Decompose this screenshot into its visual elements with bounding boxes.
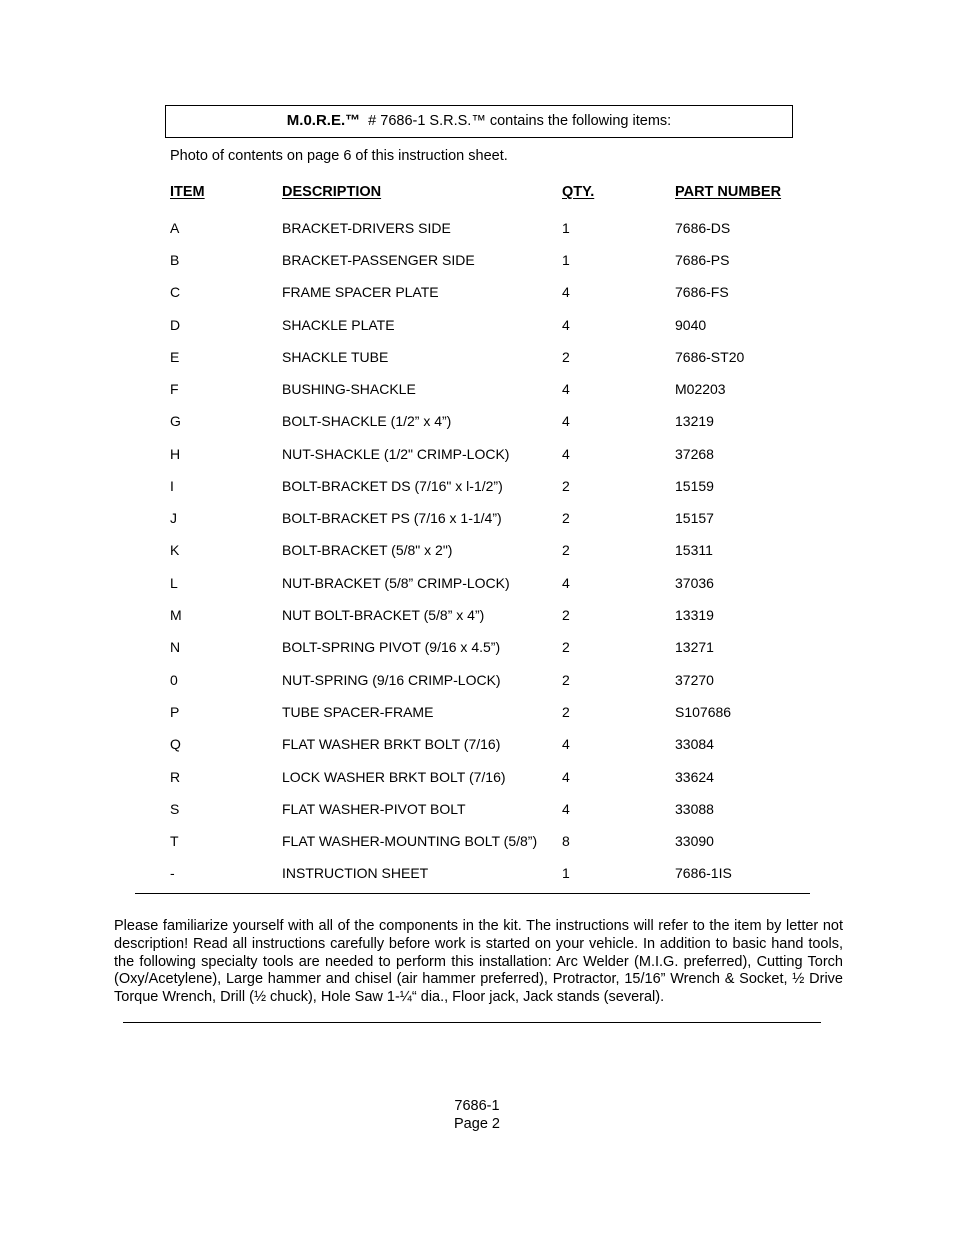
item-qty: 4 — [562, 736, 570, 752]
table-row — [0, 381, 954, 401]
item-qty: 4 — [562, 413, 570, 429]
item-part-number: 15157 — [675, 510, 714, 526]
table-row — [0, 833, 954, 853]
table-row — [0, 769, 954, 789]
item-description: BOLT-SHACKLE (1/2” x 4”) — [282, 413, 452, 429]
item-qty: 4 — [562, 317, 570, 333]
table-row — [0, 446, 954, 466]
item-qty: 2 — [562, 478, 570, 494]
table-row — [0, 575, 954, 595]
column-header-description: DESCRIPTION — [282, 184, 382, 200]
item-letter: E — [170, 349, 180, 365]
instructions-paragraph: Please familiarize yourself with all of the components in the kit. The instructions will refer to the item by letter not description! Read all instructions carefully before work is started on your vehicle. In addition to basic hand tools, the following specialty tools are needed to perform this installation: Arc Welder (M.I.G. preferred), Cutting Torch (Oxy/Acetylene), Large hammer and chisel (air hammer preferred), Protractor, 15/16” Wrench & Socket, ½ Drive Torque Wrench, Drill (½ chuck), Hole Saw 1-¼“ dia., Floor jack, Jack stands (several). — [114, 918, 843, 1006]
item-letter: Q — [170, 736, 181, 752]
item-letter: T — [170, 833, 179, 849]
table-row — [0, 510, 954, 530]
item-description: BOLT-BRACKET (5/8" x 2") — [282, 542, 453, 558]
item-part-number: 37268 — [675, 446, 714, 462]
item-letter: G — [170, 413, 181, 429]
item-qty: 1 — [562, 865, 570, 881]
item-part-number: 7686-ST20 — [675, 349, 745, 365]
item-qty: 2 — [562, 349, 570, 365]
item-letter: L — [170, 575, 178, 591]
item-description: BRACKET-DRIVERS SIDE — [282, 220, 451, 236]
item-letter: C — [170, 284, 181, 300]
item-letter: S — [170, 801, 180, 817]
item-letter: K — [170, 542, 180, 558]
item-letter: D — [170, 317, 181, 333]
table-row — [0, 478, 954, 498]
item-qty: 8 — [562, 833, 570, 849]
item-part-number: 7686-DS — [675, 220, 731, 236]
footer-page-number: Page 2 — [454, 1116, 500, 1132]
item-qty: 4 — [562, 381, 570, 397]
item-letter: H — [170, 446, 181, 462]
item-description: BRACKET-PASSENGER SIDE — [282, 252, 475, 268]
table-row — [0, 865, 954, 885]
table-row — [0, 220, 954, 240]
table-row — [0, 413, 954, 433]
item-qty: 4 — [562, 575, 570, 591]
table-row — [0, 801, 954, 821]
item-part-number: 7686-PS — [675, 252, 730, 268]
item-qty: 4 — [562, 446, 570, 462]
item-description: SHACKLE PLATE — [282, 317, 395, 333]
column-header-part-number: PART NUMBER — [675, 184, 782, 200]
item-description: FRAME SPACER PLATE — [282, 284, 439, 300]
table-bottom-divider — [135, 893, 810, 894]
photo-note: Photo of contents on page 6 of this instruction sheet. — [170, 148, 508, 164]
section-divider — [123, 1022, 821, 1023]
table-row — [0, 349, 954, 369]
item-part-number: 33088 — [675, 801, 714, 817]
item-qty: 2 — [562, 704, 570, 720]
item-description: BUSHING-SHACKLE — [282, 381, 416, 397]
item-description: TUBE SPACER-FRAME — [282, 704, 434, 720]
item-letter: B — [170, 252, 180, 268]
page-footer — [0, 1097, 954, 1133]
item-part-number: 7686-1IS — [675, 865, 732, 881]
item-letter: R — [170, 769, 181, 785]
item-description: FLAT WASHER-MOUNTING BOLT (5/8”) — [282, 833, 538, 849]
item-description: SHACKLE TUBE — [282, 349, 389, 365]
item-qty: 2 — [562, 510, 570, 526]
item-description: BOLT-BRACKET DS (7/16" x l-1/2”) — [282, 478, 503, 494]
item-qty: 1 — [562, 252, 570, 268]
item-letter: A — [170, 220, 180, 236]
item-qty: 2 — [562, 639, 570, 655]
item-part-number: 13319 — [675, 607, 714, 623]
contents-title: # 7686-1 S.R.S.™ contains the following items: — [368, 113, 672, 129]
item-description: BOLT-BRACKET PS (7/16 x 1-1/4”) — [282, 510, 502, 526]
item-description: NUT-SHACKLE (1/2" CRIMP-LOCK) — [282, 446, 510, 462]
item-description: NUT-SPRING (9/16 CRIMP-LOCK) — [282, 672, 501, 688]
item-qty: 1 — [562, 220, 570, 236]
item-qty: 2 — [562, 672, 570, 688]
item-part-number: 13219 — [675, 413, 714, 429]
item-part-number: M02203 — [675, 381, 726, 397]
item-qty: 4 — [562, 284, 570, 300]
item-description: FLAT WASHER-PIVOT BOLT — [282, 801, 466, 817]
item-part-number: 37036 — [675, 575, 714, 591]
item-qty: 2 — [562, 607, 570, 623]
item-letter: - — [170, 865, 175, 881]
table-row — [0, 736, 954, 756]
item-description: LOCK WASHER BRKT BOLT (7/16) — [282, 769, 506, 785]
item-letter: I — [170, 478, 174, 494]
footer-doc-number: 7686-1 — [454, 1098, 500, 1114]
item-part-number: 7686-FS — [675, 284, 729, 300]
item-part-number: 37270 — [675, 672, 714, 688]
table-row — [0, 704, 954, 724]
item-qty: 4 — [562, 801, 570, 817]
item-letter: 0 — [170, 672, 178, 688]
contents-title-box — [165, 105, 793, 138]
item-description: BOLT-SPRING PIVOT (9/16 x 4.5”) — [282, 639, 501, 655]
table-row — [0, 639, 954, 659]
item-part-number: S107686 — [675, 704, 732, 720]
item-description: INSTRUCTION SHEET — [282, 865, 429, 881]
item-part-number: 33624 — [675, 769, 714, 785]
table-row — [0, 317, 954, 337]
table-row — [0, 284, 954, 304]
item-part-number: 9040 — [675, 317, 707, 333]
item-part-number: 13271 — [675, 639, 714, 655]
item-letter: N — [170, 639, 181, 655]
item-letter: P — [170, 704, 180, 720]
table-row — [0, 542, 954, 562]
brand-name: M.0.R.E.™ — [286, 112, 361, 129]
item-letter: J — [170, 510, 177, 526]
item-part-number: 33090 — [675, 833, 714, 849]
item-letter: M — [170, 607, 182, 623]
table-row — [0, 672, 954, 692]
item-description: NUT-BRACKET (5/8” CRIMP-LOCK) — [282, 575, 510, 591]
item-qty: 4 — [562, 769, 570, 785]
column-header-item: ITEM — [170, 184, 205, 200]
table-row — [0, 252, 954, 272]
item-letter: F — [170, 381, 179, 397]
item-description: FLAT WASHER BRKT BOLT (7/16) — [282, 736, 501, 752]
item-qty: 2 — [562, 542, 570, 558]
column-header-qty: QTY. — [562, 184, 595, 200]
item-part-number: 15311 — [675, 542, 713, 558]
item-description: NUT BOLT-BRACKET (5/8” x 4”) — [282, 607, 485, 623]
table-row — [0, 607, 954, 627]
item-part-number: 33084 — [675, 736, 714, 752]
item-part-number: 15159 — [675, 478, 714, 494]
